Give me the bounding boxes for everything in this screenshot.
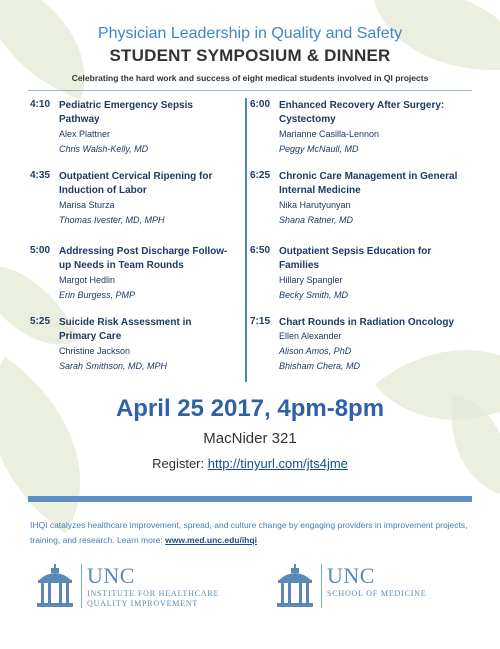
session-title	[279, 316, 474, 330]
session-time: 6:50	[250, 245, 271, 256]
mentor-name: Bhisham Chera, MD	[279, 361, 361, 371]
mentor-name: Alison Amos, PhD	[279, 346, 352, 356]
mentor-name: Peggy McNaull, MD	[279, 144, 359, 154]
logo-unc: UNC	[87, 563, 135, 588]
logo-subtitle-line: QUALITY IMPROVEMENT	[87, 599, 199, 608]
mentor-name: Sarah Smithson, MD, MPH	[59, 361, 168, 371]
register-label: Register:	[152, 456, 205, 471]
session-title-line: Enhanced Recovery After Surgery:	[279, 100, 445, 111]
session-title-line: Outpatient Cervical Ripening for	[59, 171, 213, 182]
ihqi-logo	[35, 562, 235, 612]
session-title-line: up Needs in Team Rounds	[59, 260, 184, 271]
footer-description	[30, 518, 475, 548]
session-time: 7:15	[250, 316, 271, 327]
logo-unc: UNC	[327, 563, 375, 588]
logo-divider	[81, 564, 82, 608]
program-title: Physician Leadership in Quality and Safety	[97, 25, 403, 42]
student-name: Ellen Alexander	[279, 331, 342, 341]
session-time: 4:10	[30, 99, 51, 110]
logo-subtitle	[87, 589, 219, 609]
session-title	[59, 170, 254, 198]
session-title-line: Primary Care	[59, 331, 122, 342]
student-name: Hillary Spangler	[279, 275, 343, 285]
session-title-line: Induction of Labor	[59, 185, 147, 196]
session-title-line: Internal Medicine	[279, 185, 361, 196]
logo-divider	[321, 564, 322, 608]
student-name: Alex Plattner	[59, 129, 111, 139]
student-name: Marianne Casilla-Lennon	[279, 129, 380, 139]
session-title-line: Chart Rounds in Radiation Oncology	[279, 317, 454, 328]
session-title	[279, 245, 474, 273]
session-time: 5:25	[30, 316, 51, 327]
session-time: 4:35	[30, 170, 51, 181]
student-name: Christine Jackson	[59, 346, 131, 356]
mentor-name: Becky Smith, MD	[279, 290, 349, 300]
session-title-line: Suicide Risk Assessment in	[59, 317, 192, 328]
footer-divider	[28, 496, 472, 502]
footer-link[interactable]: www.med.unc.edu/ihqi	[165, 535, 257, 545]
mentor-name: Shana Ratner, MD	[279, 215, 354, 225]
session-title	[59, 316, 254, 344]
mentor-name: Chris Walsh-Kelly, MD	[59, 144, 149, 154]
logo-subtitle-line: INSTITUTE FOR HEALTHCARE	[87, 589, 220, 598]
tagline: Celebrating the hard work and success of eight medical students involved in QI projects	[71, 73, 429, 83]
mentor-name: Thomas Ivester, MD, MPH	[59, 215, 165, 225]
event-location: MacNider 321	[203, 430, 297, 447]
student-name: Nika Harutyunyan	[279, 200, 351, 210]
som-logo	[275, 562, 475, 612]
session-title-line: Cystectomy	[279, 114, 336, 125]
logo-subtitle	[327, 589, 426, 599]
session-title-line: Families	[279, 260, 320, 271]
session-title-line: Pathway	[59, 114, 100, 125]
session-time: 6:25	[250, 170, 271, 181]
session-title	[59, 245, 254, 273]
old-well-icon	[275, 564, 315, 609]
session-title	[59, 99, 254, 127]
session-title	[279, 170, 474, 198]
event-date: April 25 2017, 4pm-8pm	[115, 395, 385, 422]
student-name: Marisa Sturza	[59, 200, 115, 210]
session-time: 6:00	[250, 99, 271, 110]
student-name: Margot Hedlin	[59, 275, 116, 285]
old-well-icon	[35, 564, 75, 609]
logo-subtitle-line: SCHOOL OF MEDICINE	[327, 589, 427, 598]
session-title	[279, 99, 474, 127]
mentor-name: Erin Burgess, PMP	[59, 290, 136, 300]
event-title: STUDENT SYMPOSIUM & DINNER	[109, 46, 391, 65]
session-time: 5:00	[30, 245, 51, 256]
session-title-line: Outpatient Sepsis Education for	[279, 246, 432, 257]
session-title-line: Pediatric Emergency Sepsis	[59, 100, 193, 111]
register-link[interactable]: http://tinyurl.com/jts4jme	[207, 456, 348, 471]
session-title-line: Addressing Post Discharge Follow-	[59, 246, 228, 257]
footer-text: IHQI catalyzes healthcare improvement, spread, and culture change by engaging providers in improvement projects, training, and research. Learn more:	[30, 520, 468, 545]
session-title-line: Chronic Care Management in General	[279, 171, 458, 182]
header-divider	[28, 90, 472, 91]
register-line	[0, 456, 500, 471]
